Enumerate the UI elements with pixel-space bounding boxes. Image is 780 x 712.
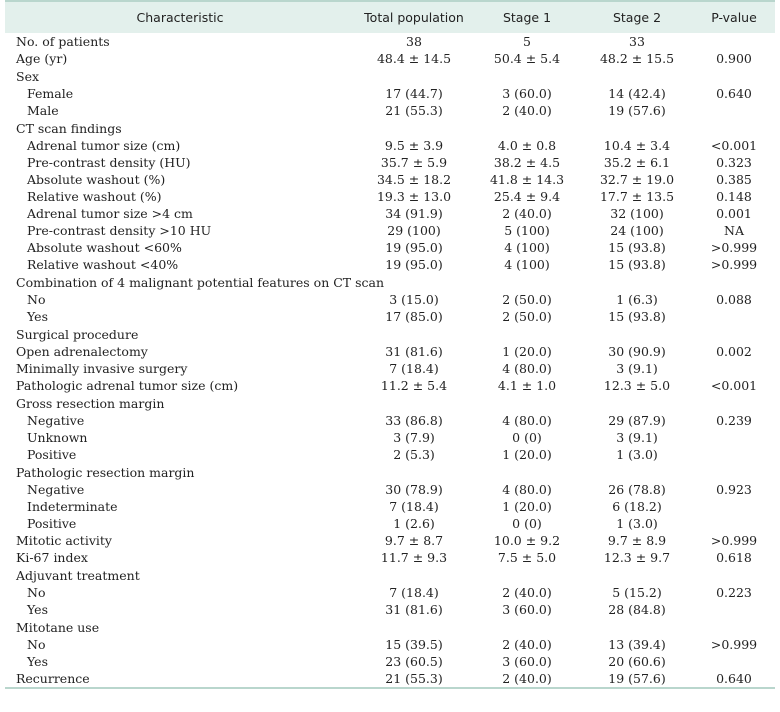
stage-2-cell: 32 (100)	[610, 206, 664, 221]
stage-1-cell: 0 (0)	[512, 516, 542, 531]
total-population-cell: 31 (81.6)	[385, 344, 443, 359]
row-label: No	[27, 292, 46, 307]
p-value-cell	[693, 33, 775, 50]
table-row	[5, 532, 775, 549]
total-population-cell: 29 (100)	[387, 223, 441, 238]
p-value-cell: >0.999	[710, 240, 758, 255]
row-label: Adrenal tumor size (cm)	[27, 138, 181, 153]
p-value-cell: NA	[724, 223, 744, 238]
p-value-cell: >0.999	[710, 533, 758, 548]
row-label: Pre-contrast density (HU)	[27, 155, 191, 170]
table-row	[5, 394, 775, 412]
p-value-cell: 0.002	[716, 344, 752, 359]
stage-1-cell: 4 (80.0)	[502, 482, 552, 497]
stage-1-cell	[473, 325, 581, 343]
table-row	[5, 256, 775, 273]
table-body	[5, 33, 775, 687]
table-row	[5, 584, 775, 601]
total-population-cell: 33 (86.8)	[385, 413, 443, 428]
stage-2-cell: 15 (93.8)	[608, 240, 666, 255]
header-p-value: P-value	[711, 10, 757, 25]
row-label: Surgical procedure	[16, 326, 139, 342]
total-population-cell: 19.3 ± 13.0	[376, 189, 452, 204]
table-row	[5, 119, 775, 137]
table-row	[5, 137, 775, 154]
total-population-cell: 3 (7.9)	[393, 430, 435, 445]
stage-2-cell: 3 (9.1)	[616, 361, 658, 376]
row-label: Yes	[27, 654, 48, 669]
table-row	[5, 653, 775, 670]
p-value-cell	[693, 360, 775, 377]
total-population-cell: 15 (39.5)	[385, 637, 443, 652]
stage-1-cell: 4.1 ± 1.0	[497, 378, 557, 393]
stage-2-cell: 13 (39.4)	[608, 637, 666, 652]
stage-2-cell	[581, 273, 693, 291]
header-stage-1: Stage 1	[502, 10, 552, 25]
header-total-population: Total population	[364, 10, 464, 25]
p-value-cell: <0.001	[710, 378, 758, 393]
p-value-cell: 0.640	[716, 671, 752, 686]
total-population-cell	[355, 566, 473, 584]
stage-1-cell: 2 (50.0)	[502, 309, 552, 324]
stage-2-cell: 10.4 ± 3.4	[603, 138, 671, 153]
total-population-cell: 7 (18.4)	[389, 361, 439, 376]
p-value-cell	[693, 566, 775, 584]
p-value-cell: 0.618	[716, 550, 752, 565]
table-row	[5, 566, 775, 584]
stage-1-cell: 50.4 ± 5.4	[493, 51, 561, 66]
stage-1-cell: 4 (100)	[504, 240, 550, 255]
total-population-cell: 21 (55.3)	[385, 671, 443, 686]
stage-2-cell: 15 (93.8)	[608, 309, 666, 324]
row-label: No	[27, 637, 46, 652]
row-label: Pre-contrast density >10 HU	[27, 223, 212, 238]
characteristics-table	[5, 2, 775, 687]
stage-1-cell: 2 (50.0)	[502, 292, 552, 307]
stage-2-cell: 48.2 ± 15.5	[599, 51, 675, 66]
p-value-cell	[693, 601, 775, 618]
p-value-cell	[693, 394, 775, 412]
stage-2-cell	[581, 119, 693, 137]
row-label: Ki-67 index	[16, 550, 88, 565]
table-row	[5, 85, 775, 102]
stage-2-cell: 33	[629, 34, 645, 49]
stage-1-cell: 4.0 ± 0.8	[497, 138, 557, 153]
stage-1-cell: 38.2 ± 4.5	[493, 155, 561, 170]
row-label: Indeterminate	[27, 499, 118, 514]
stage-2-cell: 1 (3.0)	[616, 516, 658, 531]
total-population-cell: 21 (55.3)	[385, 103, 443, 118]
table-row	[5, 636, 775, 653]
p-value-cell	[693, 308, 775, 325]
stage-1-cell	[473, 463, 581, 481]
row-label: Combination of 4 malignant potential features on CT scan	[16, 274, 385, 290]
table-row	[5, 308, 775, 325]
stage-1-cell: 4 (80.0)	[502, 413, 552, 428]
total-population-cell: 19 (95.0)	[385, 257, 443, 272]
table-row	[5, 481, 775, 498]
table-row	[5, 515, 775, 532]
row-label: Yes	[27, 602, 48, 617]
p-value-cell: <0.001	[710, 138, 758, 153]
table-row	[5, 154, 775, 171]
p-value-cell	[693, 653, 775, 670]
stage-1-cell	[473, 394, 581, 412]
table-row	[5, 463, 775, 481]
stage-1-cell	[473, 119, 581, 137]
stage-1-cell: 3 (60.0)	[502, 602, 552, 617]
row-label: Pathologic resection margin	[16, 464, 195, 480]
table-row	[5, 343, 775, 360]
p-value-cell	[693, 429, 775, 446]
stage-1-cell: 4 (80.0)	[502, 361, 552, 376]
p-value-cell	[693, 273, 775, 291]
row-label: Male	[27, 103, 59, 118]
table-row	[5, 498, 775, 515]
total-population-cell	[355, 67, 473, 85]
stage-1-cell: 2 (40.0)	[502, 585, 552, 600]
stage-2-cell: 6 (18.2)	[612, 499, 662, 514]
total-population-cell: 9.7 ± 8.7	[384, 533, 444, 548]
stage-1-cell	[473, 618, 581, 636]
stage-1-cell: 1 (20.0)	[502, 344, 552, 359]
table-row	[5, 549, 775, 566]
row-label: Positive	[27, 516, 77, 531]
stage-2-cell: 12.3 ± 5.0	[603, 378, 671, 393]
total-population-cell: 9.5 ± 3.9	[384, 138, 444, 153]
header-row	[5, 2, 775, 33]
p-value-cell	[693, 446, 775, 463]
row-label: No. of patients	[16, 34, 110, 49]
total-population-cell: 17 (85.0)	[385, 309, 443, 324]
stage-1-cell: 3 (60.0)	[502, 86, 552, 101]
total-population-cell: 1 (2.6)	[393, 516, 435, 531]
stage-1-cell: 25.4 ± 9.4	[493, 189, 561, 204]
stage-1-cell: 10.0 ± 9.2	[493, 533, 561, 548]
stage-2-cell: 1 (6.3)	[616, 292, 658, 307]
row-label: Absolute washout (%)	[27, 172, 166, 187]
header-stage-2: Stage 2	[612, 10, 662, 25]
table-container	[5, 0, 775, 689]
bottom-rule	[5, 687, 775, 689]
table-row	[5, 188, 775, 205]
total-population-cell: 3 (15.0)	[389, 292, 439, 307]
total-population-cell: 7 (18.4)	[389, 585, 439, 600]
stage-2-cell: 20 (60.6)	[608, 654, 666, 669]
stage-2-cell: 17.7 ± 13.5	[599, 189, 675, 204]
table-row	[5, 360, 775, 377]
p-value-cell	[693, 102, 775, 119]
stage-2-cell: 24 (100)	[610, 223, 664, 238]
row-label: Female	[27, 86, 74, 101]
table-row	[5, 291, 775, 308]
p-value-cell	[693, 325, 775, 343]
stage-2-cell: 32.7 ± 19.0	[599, 172, 675, 187]
total-population-cell	[355, 394, 473, 412]
stage-1-cell: 1 (20.0)	[502, 447, 552, 462]
row-label: Negative	[27, 482, 85, 497]
total-population-cell: 11.7 ± 9.3	[380, 550, 448, 565]
row-label: Gross resection margin	[16, 395, 165, 411]
stage-2-cell: 1 (3.0)	[616, 447, 658, 462]
stage-1-cell: 2 (40.0)	[502, 671, 552, 686]
total-population-cell	[355, 119, 473, 137]
total-population-cell: 34.5 ± 18.2	[376, 172, 452, 187]
row-label: Relative washout <40%	[27, 257, 179, 272]
row-label: Relative washout (%)	[27, 189, 162, 204]
total-population-cell: 19 (95.0)	[385, 240, 443, 255]
stage-1-cell: 5	[523, 34, 531, 49]
stage-1-cell: 2 (40.0)	[502, 206, 552, 221]
table-row	[5, 618, 775, 636]
row-label: Adjuvant treatment	[16, 567, 140, 583]
stage-2-cell: 5 (15.2)	[612, 585, 662, 600]
row-label: Age (yr)	[16, 51, 68, 66]
p-value-cell: >0.999	[710, 257, 758, 272]
row-label: Sex	[16, 68, 40, 84]
total-population-cell: 2 (5.3)	[393, 447, 435, 462]
stage-1-cell	[473, 273, 581, 291]
table-row	[5, 67, 775, 85]
stage-2-cell	[581, 325, 693, 343]
p-value-cell: 0.239	[716, 413, 752, 428]
stage-2-cell	[581, 463, 693, 481]
total-population-cell: 34 (91.9)	[385, 206, 443, 221]
table-row	[5, 222, 775, 239]
p-value-cell: 0.148	[716, 189, 752, 204]
row-label: Mitotic activity	[16, 533, 112, 548]
p-value-cell	[693, 67, 775, 85]
table-header	[5, 2, 775, 33]
p-value-cell: 0.001	[716, 206, 752, 221]
row-label: Minimally invasive surgery	[16, 361, 188, 376]
stage-2-cell: 9.7 ± 8.9	[607, 533, 667, 548]
stage-1-cell: 4 (100)	[504, 257, 550, 272]
table-row	[5, 239, 775, 256]
stage-1-cell	[473, 67, 581, 85]
p-value-cell: 0.088	[716, 292, 752, 307]
row-label: Recurrence	[16, 671, 90, 686]
stage-1-cell: 41.8 ± 14.3	[489, 172, 565, 187]
stage-1-cell: 5 (100)	[504, 223, 550, 238]
stage-2-cell	[581, 618, 693, 636]
stage-2-cell: 14 (42.4)	[608, 86, 666, 101]
p-value-cell: 0.923	[716, 482, 752, 497]
row-label: Positive	[27, 447, 77, 462]
table-row	[5, 670, 775, 687]
stage-2-cell	[581, 566, 693, 584]
table-row	[5, 377, 775, 394]
p-value-cell	[693, 618, 775, 636]
stage-1-cell: 3 (60.0)	[502, 654, 552, 669]
p-value-cell: >0.999	[710, 637, 758, 652]
total-population-cell: 11.2 ± 5.4	[380, 378, 448, 393]
row-label: Open adrenalectomy	[16, 344, 148, 359]
total-population-cell: 35.7 ± 5.9	[380, 155, 448, 170]
total-population-cell: 48.4 ± 14.5	[376, 51, 452, 66]
stage-1-cell: 2 (40.0)	[502, 637, 552, 652]
stage-2-cell: 3 (9.1)	[616, 430, 658, 445]
total-population-cell	[355, 463, 473, 481]
stage-2-cell: 19 (57.6)	[608, 103, 666, 118]
row-label: Adrenal tumor size >4 cm	[27, 206, 193, 221]
p-value-cell	[693, 463, 775, 481]
p-value-cell: 0.223	[716, 585, 752, 600]
row-label: No	[27, 585, 46, 600]
table-row	[5, 50, 775, 67]
total-population-cell	[355, 618, 473, 636]
table-row	[5, 273, 775, 291]
table-row	[5, 412, 775, 429]
table-row	[5, 171, 775, 188]
row-label: Pathologic adrenal tumor size (cm)	[16, 378, 239, 393]
total-population-cell: 7 (18.4)	[389, 499, 439, 514]
p-value-cell: 0.323	[716, 155, 752, 170]
stage-2-cell	[581, 67, 693, 85]
stage-2-cell: 12.3 ± 9.7	[603, 550, 671, 565]
total-population-cell	[355, 325, 473, 343]
table-row	[5, 205, 775, 222]
stage-1-cell	[473, 566, 581, 584]
row-label: Absolute washout <60%	[27, 240, 182, 255]
stage-2-cell: 19 (57.6)	[608, 671, 666, 686]
table-row	[5, 601, 775, 618]
stage-2-cell: 15 (93.8)	[608, 257, 666, 272]
total-population-cell: 38	[406, 34, 422, 49]
total-population-cell: 23 (60.5)	[385, 654, 443, 669]
p-value-cell	[693, 498, 775, 515]
row-label: Yes	[27, 309, 48, 324]
header-characteristic: Characteristic	[136, 10, 224, 25]
p-value-cell: 0.385	[716, 172, 752, 187]
table-row	[5, 102, 775, 119]
stage-2-cell: 28 (84.8)	[608, 602, 666, 617]
p-value-cell	[693, 119, 775, 137]
row-label: Mitotane use	[16, 619, 100, 635]
p-value-cell: 0.900	[716, 51, 752, 66]
total-population-cell: 17 (44.7)	[385, 86, 443, 101]
stage-2-cell	[581, 394, 693, 412]
stage-2-cell: 35.2 ± 6.1	[603, 155, 671, 170]
p-value-cell	[693, 515, 775, 532]
table-row	[5, 33, 775, 50]
table-row	[5, 429, 775, 446]
stage-1-cell: 0 (0)	[512, 430, 542, 445]
table-row	[5, 446, 775, 463]
p-value-cell: 0.640	[716, 86, 752, 101]
row-label: Unknown	[27, 430, 88, 445]
row-label: Negative	[27, 413, 85, 428]
stage-1-cell: 2 (40.0)	[502, 103, 552, 118]
stage-2-cell: 30 (90.9)	[608, 344, 666, 359]
row-label: CT scan findings	[16, 120, 122, 136]
total-population-cell: 30 (78.9)	[385, 482, 443, 497]
stage-2-cell: 26 (78.8)	[608, 482, 666, 497]
stage-1-cell: 1 (20.0)	[502, 499, 552, 514]
total-population-cell: 31 (81.6)	[385, 602, 443, 617]
stage-2-cell: 29 (87.9)	[608, 413, 666, 428]
table-row	[5, 325, 775, 343]
stage-1-cell: 7.5 ± 5.0	[497, 550, 557, 565]
